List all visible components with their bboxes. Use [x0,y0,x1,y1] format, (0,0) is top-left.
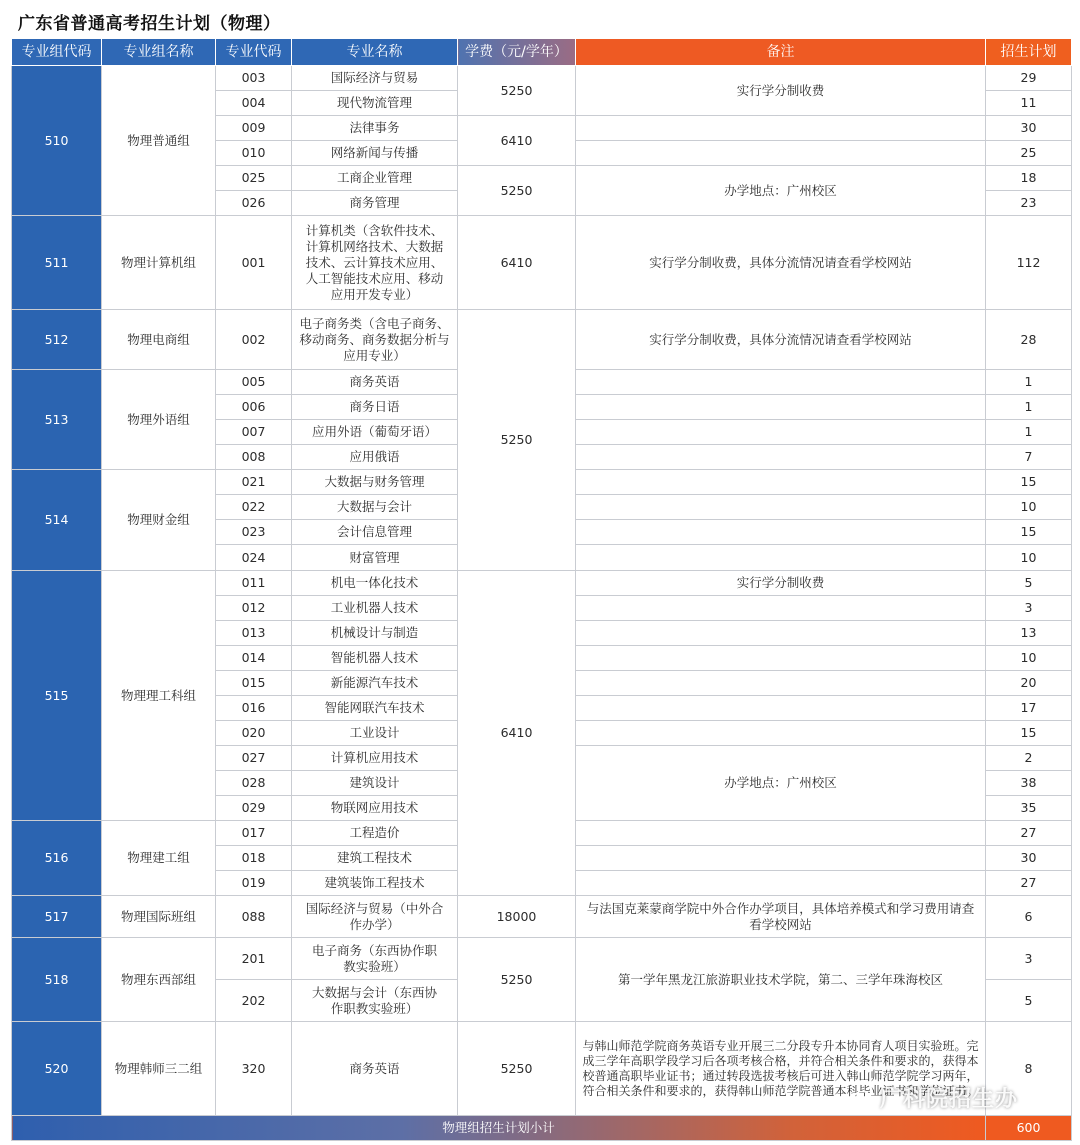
note: 实行学分制收费，具体分流情况请查看学校网站 [576,310,986,370]
major-code: 012 [216,596,292,621]
note: 实行学分制收费 [576,66,986,116]
plan-count: 28 [986,310,1072,370]
wechat-watermark [852,1082,1018,1113]
major-code: 005 [216,370,292,395]
plan-count: 10 [986,545,1072,571]
col-group-code: 专业组代码 [12,39,102,66]
col-major-code: 专业代码 [216,39,292,66]
plan-count: 15 [986,721,1072,746]
plan-count: 112 [986,216,1072,310]
note: 实行学分制收费 [576,571,986,596]
major-name: 财富管理 [292,545,458,571]
group-name: 物理电商组 [102,310,216,370]
table-row [12,66,1072,91]
major-code: 007 [216,420,292,445]
major-code: 027 [216,746,292,771]
major-name: 商务英语 [292,370,458,395]
note [576,846,986,871]
note [576,116,986,141]
major-name: 国际经济与贸易（中外合作办学） [292,896,458,938]
plan-count: 1 [986,420,1072,445]
major-name: 新能源汽车技术 [292,671,458,696]
note [576,545,986,571]
plan-count: 3 [986,938,1072,980]
plan-count: 1 [986,370,1072,395]
tuition: 5250 [458,166,576,216]
major-code: 015 [216,671,292,696]
note: 与韩山师范学院商务英语专业开展三二分段专升本协同育人项目实验班。完成三学年高职学段学习后各项考核合格，并符合相关条件和要求的，获得本校普通高职毕业证书；通过转段选拔考核后可进入韩山师范学院学习两年，符合相关条件和要求的，获得韩山师范学院普通本科毕业证书和学位证书。 [576,1022,986,1116]
plan-count: 30 [986,846,1072,871]
group-name: 物理建工组 [102,821,216,896]
major-code: 020 [216,721,292,746]
tuition: 6410 [458,571,576,896]
group-name: 物理理工科组 [102,571,216,821]
col-tuition: 学费（元/学年） [458,39,576,66]
table-row [12,310,1072,370]
plan-count: 27 [986,821,1072,846]
group-name: 物理东西部组 [102,938,216,1022]
note [576,370,986,395]
table-row [12,896,1072,938]
plan-count: 17 [986,696,1072,721]
tuition: 18000 [458,896,576,938]
subtotal-label: 物理组招生计划小计 [12,1116,986,1141]
major-code: 006 [216,395,292,420]
plan-count: 2 [986,746,1072,771]
group-name: 物理国际班组 [102,896,216,938]
major-code: 019 [216,871,292,896]
group-code: 510 [12,66,102,216]
plan-count: 7 [986,445,1072,470]
major-code: 013 [216,621,292,646]
major-code: 021 [216,470,292,495]
major-name: 大数据与会计 [292,495,458,520]
tuition: 5250 [458,1022,576,1116]
tuition: 5250 [458,310,576,571]
major-name: 商务日语 [292,395,458,420]
note [576,520,986,545]
major-code: 016 [216,696,292,721]
plan-count: 18 [986,166,1072,191]
major-code: 088 [216,896,292,938]
plan-count: 20 [986,671,1072,696]
note [576,646,986,671]
group-code: 513 [12,370,102,470]
watermark-text: 广科院招生办 [880,1087,1019,1112]
major-code: 022 [216,495,292,520]
header-row [12,39,1072,66]
note [576,470,986,495]
table-row [12,216,1072,310]
table-row [12,938,1072,980]
major-name: 电子商务（东西协作职教实验班） [292,938,458,980]
plan-count: 8 [986,1022,1072,1116]
plan-count: 30 [986,116,1072,141]
major-name: 机电一体化技术 [292,571,458,596]
plan-count: 13 [986,621,1072,646]
tuition: 6410 [458,116,576,166]
plan-count: 11 [986,91,1072,116]
note: 实行学分制收费，具体分流情况请查看学校网站 [576,216,986,310]
plan-count: 38 [986,771,1072,796]
major-code: 026 [216,191,292,216]
note [576,596,986,621]
major-name: 国际经济与贸易 [292,66,458,91]
major-name: 现代物流管理 [292,91,458,116]
major-name: 法律事务 [292,116,458,141]
major-name: 建筑工程技术 [292,846,458,871]
note: 与法国克莱蒙商学院中外合作办学项目，具体培养模式和学习费用请查看学校网站 [576,896,986,938]
plan-count: 15 [986,520,1072,545]
major-name: 大数据与财务管理 [292,470,458,495]
major-name: 建筑装饰工程技术 [292,871,458,896]
plan-count: 23 [986,191,1072,216]
major-name: 工业机器人技术 [292,596,458,621]
major-code: 002 [216,310,292,370]
plan-count: 5 [986,980,1072,1022]
major-code: 003 [216,66,292,91]
major-name: 应用俄语 [292,445,458,470]
major-code: 001 [216,216,292,310]
group-name: 物理财金组 [102,470,216,571]
col-group-name: 专业组名称 [102,39,216,66]
col-plan: 招生计划 [986,39,1072,66]
major-code: 018 [216,846,292,871]
major-name: 机械设计与制造 [292,621,458,646]
plan-count: 1 [986,395,1072,420]
major-name: 商务管理 [292,191,458,216]
tuition: 5250 [458,938,576,1022]
major-code: 014 [216,646,292,671]
group-code: 520 [12,1022,102,1116]
group-name: 物理计算机组 [102,216,216,310]
note [576,445,986,470]
major-code: 201 [216,938,292,980]
plan-count: 3 [986,596,1072,621]
major-code: 008 [216,445,292,470]
tuition: 6410 [458,216,576,310]
major-name: 智能网联汽车技术 [292,696,458,721]
note [576,621,986,646]
plan-count: 29 [986,66,1072,91]
major-code: 029 [216,796,292,821]
group-code: 518 [12,938,102,1022]
major-name: 物联网应用技术 [292,796,458,821]
note [576,871,986,896]
major-code: 202 [216,980,292,1022]
group-code: 511 [12,216,102,310]
subtotal-value: 600 [986,1116,1072,1141]
major-name: 应用外语（葡萄牙语） [292,420,458,445]
col-note: 备注 [576,39,986,66]
group-code: 512 [12,310,102,370]
group-code: 516 [12,821,102,896]
group-code: 515 [12,571,102,821]
plan-count: 6 [986,896,1072,938]
note [576,141,986,166]
plan-count: 25 [986,141,1072,166]
plan-count: 15 [986,470,1072,495]
major-name: 建筑设计 [292,771,458,796]
wechat-icon [852,1088,876,1112]
major-name: 电子商务类（含电子商务、移动商务、商务数据分析与应用专业） [292,310,458,370]
table-row [12,571,1072,596]
group-name: 物理外语组 [102,370,216,470]
major-name: 工商企业管理 [292,166,458,191]
note [576,495,986,520]
major-code: 028 [216,771,292,796]
plan-count: 10 [986,646,1072,671]
note [576,821,986,846]
subtotal-row [12,1116,1072,1141]
note: 办学地点：广州校区 [576,746,986,821]
major-code: 320 [216,1022,292,1116]
group-name: 物理韩师三二组 [102,1022,216,1116]
tuition: 5250 [458,66,576,116]
note [576,721,986,746]
major-code: 011 [216,571,292,596]
group-code: 514 [12,470,102,571]
major-code: 004 [216,91,292,116]
major-code: 024 [216,545,292,571]
major-name: 计算机类（含软件技术、计算机网络技术、大数据技术、云计算技术应用、人工智能技术应用、移动应用开发专业） [292,216,458,310]
note: 第一学年黑龙江旅游职业技术学院，第二、三学年珠海校区 [576,938,986,1022]
major-code: 017 [216,821,292,846]
major-code: 025 [216,166,292,191]
major-name: 智能机器人技术 [292,646,458,671]
plan-count: 35 [986,796,1072,821]
major-name: 工程造价 [292,821,458,846]
major-name: 计算机应用技术 [292,746,458,771]
group-name: 物理普通组 [102,66,216,216]
note [576,696,986,721]
major-name: 会计信息管理 [292,520,458,545]
plan-count: 10 [986,495,1072,520]
major-name: 工业设计 [292,721,458,746]
group-code: 517 [12,896,102,938]
note [576,420,986,445]
note [576,395,986,420]
major-name: 大数据与会计（东西协作职教实验班） [292,980,458,1022]
major-name: 商务英语 [292,1022,458,1116]
plan-count: 5 [986,571,1072,596]
major-name: 网络新闻与传播 [292,141,458,166]
major-code: 023 [216,520,292,545]
note: 办学地点：广州校区 [576,166,986,216]
major-code: 009 [216,116,292,141]
page-title: 广东省普通高考招生计划（物理） [18,14,281,34]
major-code: 010 [216,141,292,166]
enrollment-plan-table [11,38,1072,1141]
plan-count: 27 [986,871,1072,896]
note [576,671,986,696]
col-major-name: 专业名称 [292,39,458,66]
